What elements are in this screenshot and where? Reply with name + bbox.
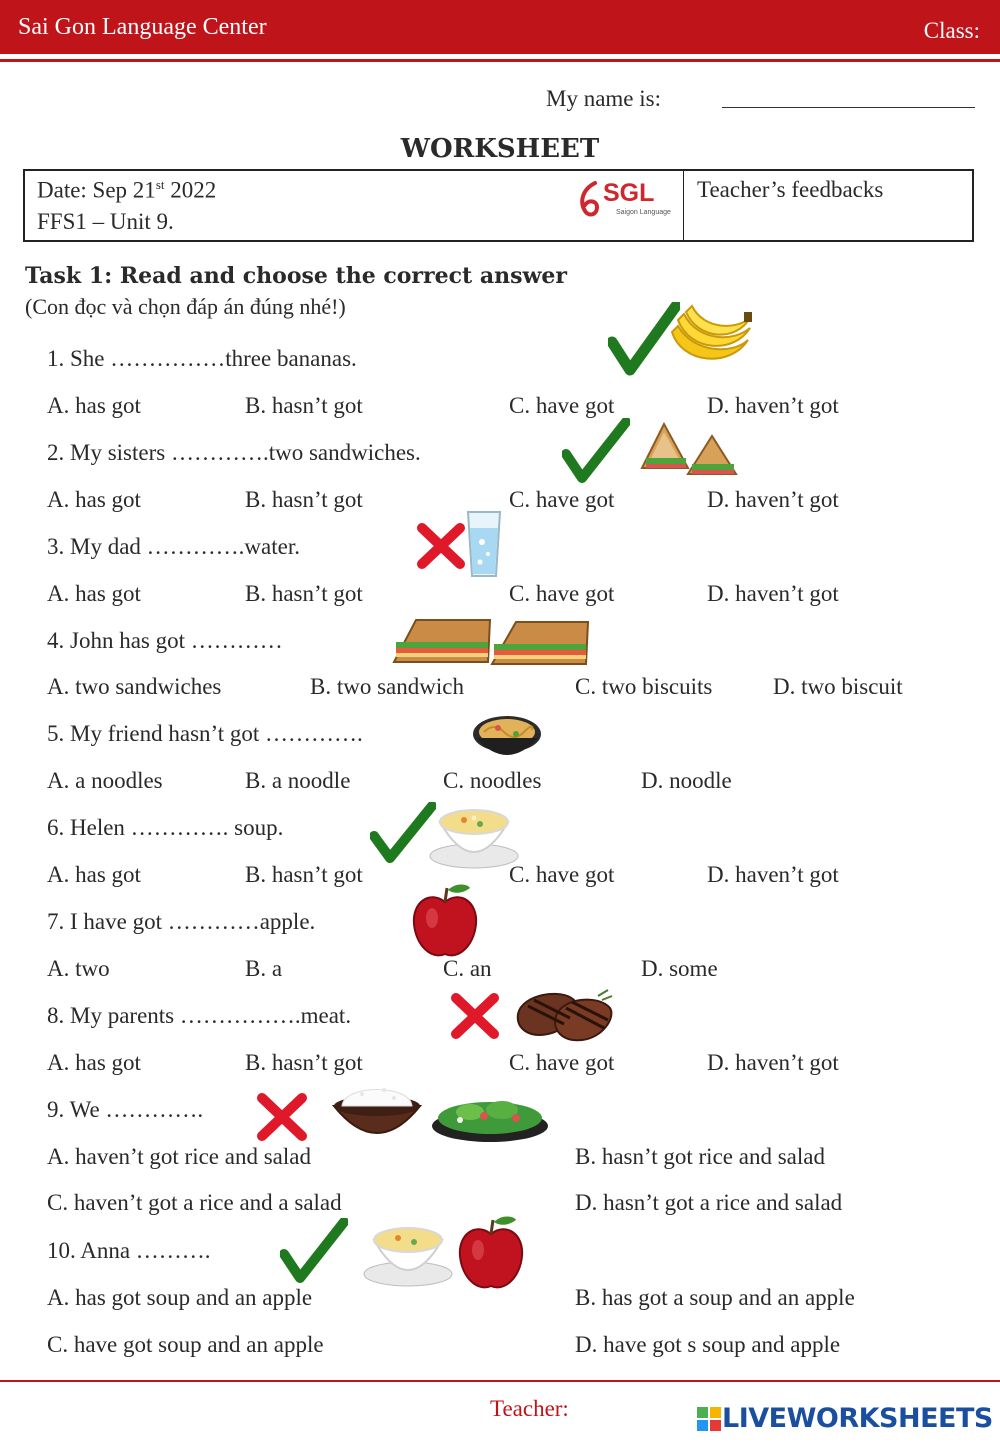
q9-option-d[interactable]: D. hasn’t got a rice and salad (575, 1190, 843, 1215)
question-2: 2. My sisters ………….two sandwiches. (47, 440, 421, 465)
apple-image (456, 1212, 526, 1294)
name-field-line[interactable] (722, 107, 975, 108)
q7-option-a[interactable]: A. two (47, 956, 110, 981)
footer-divider (0, 1380, 1000, 1382)
q2-option-d[interactable]: D. haven’t got (707, 487, 839, 512)
banana-image (664, 302, 754, 372)
q10-option-d[interactable]: D. have got s soup and apple (575, 1332, 841, 1357)
salad-image (430, 1088, 550, 1144)
task-title: Task 1: Read and choose the correct answer (25, 263, 567, 289)
q6-option-d[interactable]: D. haven’t got (707, 862, 839, 887)
soup-bowl-image (360, 1216, 456, 1288)
water-glass-image (464, 508, 504, 580)
question-7: 7. I have got …………apple. (47, 909, 316, 934)
q1-option-c[interactable]: C. have got (509, 393, 615, 418)
q3-option-d[interactable]: D. haven’t got (707, 581, 839, 606)
question-9: 9. We …………. (47, 1097, 204, 1122)
q2-option-c[interactable]: C. have got (509, 487, 615, 512)
question-6: 6. Helen …………. soup. (47, 815, 284, 840)
q1-option-d[interactable]: D. haven’t got (707, 393, 839, 418)
sandwich-image (392, 614, 590, 674)
sgl-swirl-icon (575, 179, 605, 219)
q9-option-b[interactable]: B. hasn’t got rice and salad (575, 1144, 825, 1169)
info-divider (683, 171, 684, 242)
q3-option-c[interactable]: C. have got (509, 581, 615, 606)
rice-bowl-image (328, 1076, 426, 1150)
q9-option-a[interactable]: A. haven’t got rice and salad (47, 1144, 311, 1169)
q6-option-a[interactable]: A. has got (47, 862, 141, 887)
cross-icon (416, 522, 466, 570)
soup-bowl-image (426, 798, 522, 870)
task-subtitle: (Con đọc và chọn đáp án đúng nhé!) (25, 294, 346, 319)
name-label: My name is: (546, 86, 661, 111)
q10-option-b[interactable]: B. has got a soup and an apple (575, 1285, 855, 1310)
header-divider (0, 59, 1000, 62)
q7-option-b[interactable]: B. a (245, 956, 283, 981)
q4-option-d[interactable]: D. two biscuit (773, 674, 903, 699)
q6-option-b[interactable]: B. hasn’t got (245, 862, 363, 887)
q2-option-a[interactable]: A. has got (47, 487, 141, 512)
question-5: 5. My friend hasn’t got …………. (47, 721, 363, 746)
class-label: Class: (923, 18, 980, 43)
question-1: 1. She ……………three bananas. (47, 346, 357, 371)
q7-option-d[interactable]: D. some (641, 956, 718, 981)
q7-option-c[interactable]: C. an (443, 956, 492, 981)
cross-icon (450, 992, 500, 1040)
q4-option-a[interactable]: A. two sandwiches (47, 674, 222, 699)
q5-option-c[interactable]: C. noodles (443, 768, 542, 793)
feedback-label: Teacher’s feedbacks (697, 177, 884, 202)
q3-option-b[interactable]: B. hasn’t got (245, 581, 363, 606)
question-3: 3. My dad ………….water. (47, 534, 300, 559)
q6-option-c[interactable]: C. have got (509, 862, 615, 887)
steak-image (512, 984, 616, 1046)
q8-option-b[interactable]: B. hasn’t got (245, 1050, 363, 1075)
liveworksheets-logo-icon (697, 1407, 721, 1431)
unit-line: FFS1 – Unit 9. (37, 209, 174, 234)
liveworksheets-brand[interactable]: LIVEWORKSHEETS (722, 1403, 993, 1434)
q8-option-c[interactable]: C. have got (509, 1050, 615, 1075)
question-4: 4. John has got ………… (47, 628, 283, 653)
apple-image (410, 880, 480, 962)
q5-option-a[interactable]: A. a noodles (47, 768, 163, 793)
q5-option-b[interactable]: B. a noodle (245, 768, 351, 793)
date-line: Date: Sep 21st 2022 (37, 177, 217, 203)
q4-option-c[interactable]: C. two biscuits (575, 674, 713, 699)
teacher-label: Teacher: (490, 1396, 569, 1421)
sgl-logo-text: SGL (603, 179, 655, 207)
question-8: 8. My parents …………….meat. (47, 1003, 352, 1028)
q10-option-a[interactable]: A. has got soup and an apple (47, 1285, 313, 1310)
center-name: Sai Gon Language Center (18, 14, 267, 40)
question-10: 10. Anna ………. (47, 1238, 211, 1263)
sgl-logo-sub: Saigon Language (616, 209, 671, 216)
cross-icon (256, 1092, 308, 1142)
header-bar (0, 0, 1000, 54)
noodle-bowl-image (470, 708, 544, 766)
sgl-logo (575, 177, 675, 223)
check-icon (280, 1218, 348, 1284)
sandwich-image (636, 418, 740, 484)
info-box (23, 169, 974, 242)
q10-option-c[interactable]: C. have got soup and an apple (47, 1332, 324, 1357)
q4-option-b[interactable]: B. two sandwich (310, 674, 464, 699)
worksheet-title: WORKSHEET (400, 134, 600, 164)
q3-option-a[interactable]: A. has got (47, 581, 141, 606)
q1-option-b[interactable]: B. hasn’t got (245, 393, 363, 418)
q8-option-a[interactable]: A. has got (47, 1050, 141, 1075)
q8-option-d[interactable]: D. haven’t got (707, 1050, 839, 1075)
q9-option-c[interactable]: C. haven’t got a rice and a salad (47, 1190, 342, 1215)
q2-option-b[interactable]: B. hasn’t got (245, 487, 363, 512)
q5-option-d[interactable]: D. noodle (641, 768, 732, 793)
q1-option-a[interactable]: A. has got (47, 393, 141, 418)
check-icon (562, 418, 630, 484)
